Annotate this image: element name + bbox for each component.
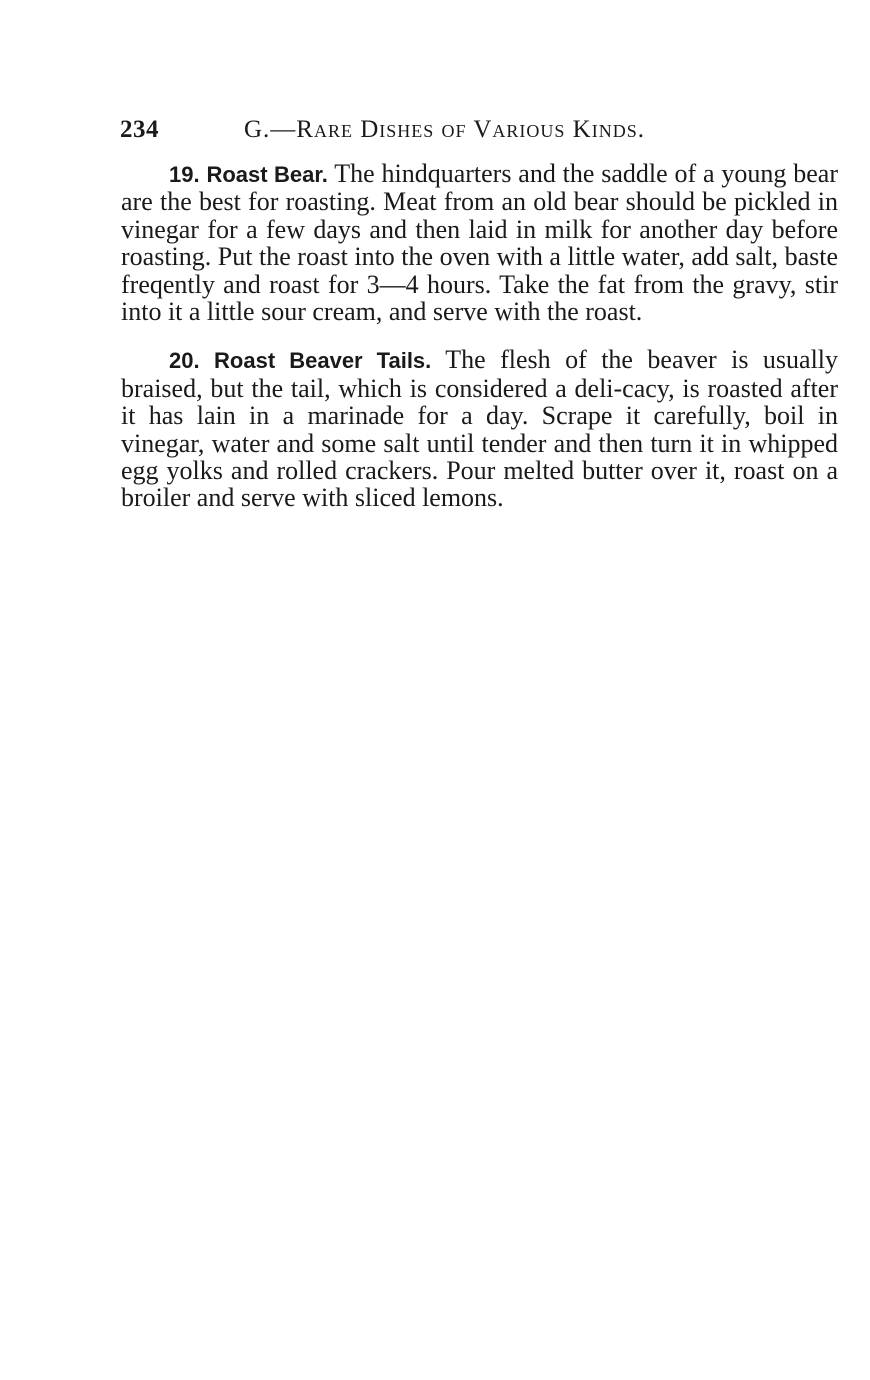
recipe-roast-beaver-tails bbox=[121, 346, 838, 511]
recipe-text: The hindquarters and the saddle of a young bear are the best for roasting. Meat from an old bear should be pickled in vinegar for a few days and then laid in milk for another day before roasting. Put the roast into the oven with a little water, add salt, baste freqently and roast for 3—4 hours. Take the fat from the gravy, stir into it a little sour cream, and serve with the roast. bbox=[121, 159, 839, 327]
recipe-number: 19. bbox=[169, 162, 200, 187]
recipe-title: Roast Beaver Tails. bbox=[214, 348, 432, 374]
running-head bbox=[120, 113, 720, 147]
recipe-text: The flesh of the beaver is usually braised, but the tail, which is considered a deli-cacy, is roasted after it has lain in a marinade for a day. Scrape it carefully, boil in vinegar, water and some salt until tender and then turn it in whipped egg yolks and rolled crackers. Pour melted butter over it, roast on a broiler and serve with sliced lemons. bbox=[121, 345, 839, 513]
page-body bbox=[121, 160, 838, 533]
running-title: G.—Rare Dishes of Various Kinds. bbox=[244, 116, 645, 143]
recipe-title: Roast Bear. bbox=[206, 162, 328, 187]
recipe-roast-bear bbox=[121, 160, 838, 325]
recipe-number: 20. bbox=[169, 348, 200, 374]
page-number: 234 bbox=[120, 116, 159, 143]
